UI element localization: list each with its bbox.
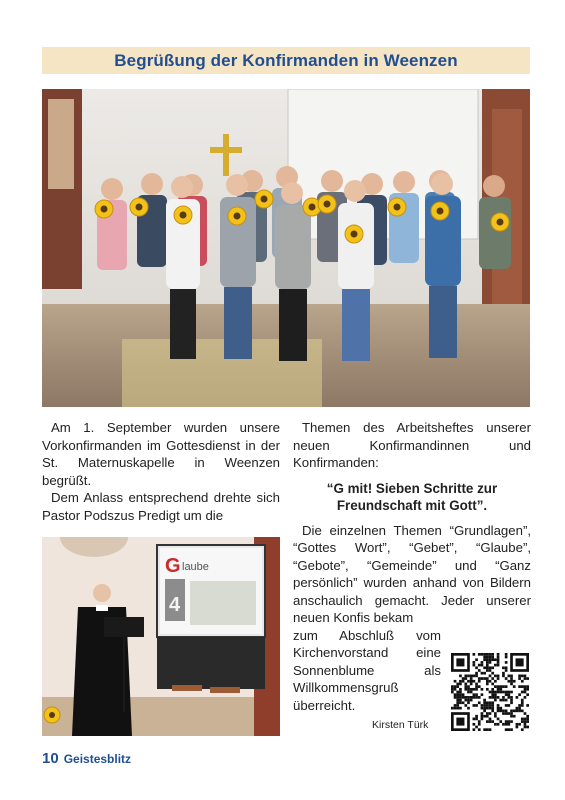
article-paragraph: Am 1. September wurden unsere Vorkonfirmanden im Gottesdienst in der St. Maternuskapelle in Weenzen begrüßt. [42, 420, 280, 488]
article-paragraph: Dem Anlass entsprechend drehte sich Pastor Podszus Predigt um die [42, 490, 280, 523]
group-photo [42, 89, 530, 407]
page-title: Begrüßung der Konfirmanden in Weenzen [114, 50, 458, 70]
slide-letter: G [165, 555, 181, 577]
group-photo-image [42, 89, 530, 407]
author-name: Kirsten Türk [372, 719, 429, 731]
page-footer [42, 750, 131, 767]
article-left-column [42, 419, 280, 524]
article-paragraph: Themen des Arbeitsheftes unserer neuen Konfirmandinnen und Konfirmanden: [293, 420, 531, 470]
pull-quote-line: “G mit! Sieben Schritte zur [326, 480, 498, 496]
pastor-photo-image [42, 537, 280, 736]
slide-word: laube [182, 561, 209, 573]
qr-code-icon [451, 653, 529, 731]
article-paragraph: Die einzelnen Themen “Grundlagen”, “Gottes Wort”, “Gebet”, “Glaube”, “Gebote”, “Gemeinde” und “Ganz persönlich” wurden anhand von Bildern anschaulich gemacht. Jeder unserer neuen Konfis bekam [293, 522, 531, 625]
title-band [42, 47, 530, 74]
pull-quote [293, 480, 531, 514]
pastor-photo [42, 537, 280, 736]
magazine-name: Geistesblitz [63, 752, 132, 766]
page-number: 10 [42, 750, 59, 767]
article-paragraph-narrow: zum Abschluß vom Kirchenvorstand eine Sonnenblume als Willkommensgruß überreicht. [293, 627, 441, 713]
slide-number: 4 [169, 594, 181, 616]
pull-quote-line: Freundschaft mit Gott”. [336, 497, 488, 513]
